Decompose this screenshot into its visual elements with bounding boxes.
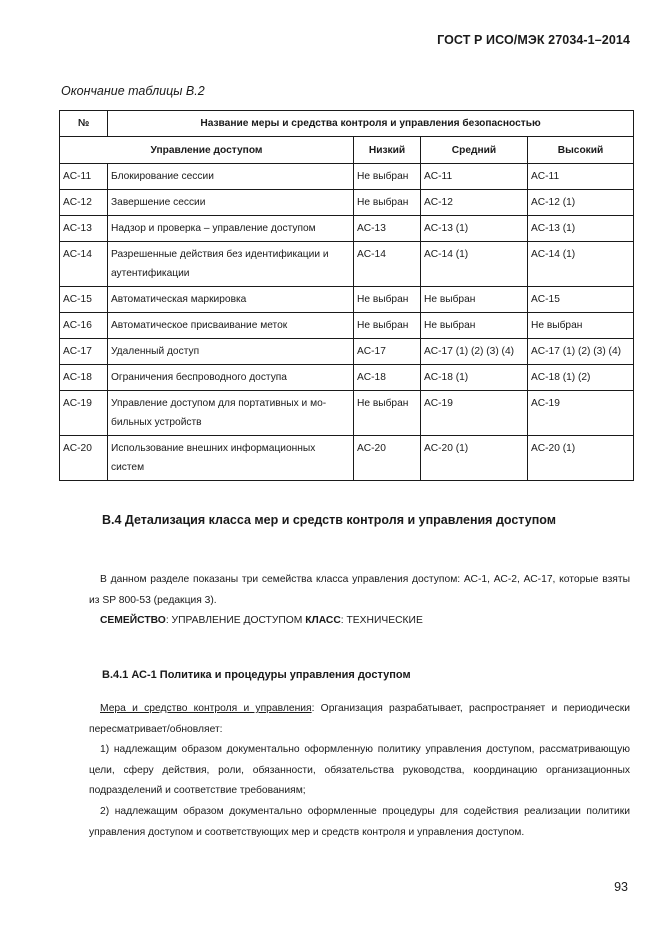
table-row [60,287,634,313]
cell-mid: AC-19 [421,391,528,436]
list-item-text: 1) надлежащим образом документально оформленную политику управления доступом, рассматривающую цели, сферу действия, роли, обязанности, обязательства руководства, координацию организационных подразделений и соответствие требованиям; [89,744,630,796]
table-row [60,190,634,216]
cell-high: AC-12 (1) [528,190,634,216]
cell-high: AC-20 (1) [528,436,634,481]
controls-table [59,110,634,481]
section-intro [89,570,630,611]
cell-mid: AC-11 [421,164,528,190]
cell-low: AC-20 [354,436,421,481]
col-low-header: Низкий [354,137,421,164]
table-caption: Окончание таблицы В.2 [61,84,205,98]
cell-high: AC-14 (1) [528,242,634,287]
cell-high: AC-11 [528,164,634,190]
cell-low: AC-14 [354,242,421,287]
cell-high: AC-15 [528,287,634,313]
table-subheader-row [60,137,634,164]
family-class-line [89,611,630,632]
cell-name: Завершение сессии [108,190,354,216]
table-row [60,313,634,339]
subsection-title: В.4.1 АС-1 Политика и процедуры управления доступом [102,669,411,681]
cell-id: AC-19 [60,391,108,436]
cell-mid: AC-14 (1) [421,242,528,287]
cell-id: AC-12 [60,190,108,216]
table-row [60,164,634,190]
cell-id: AC-14 [60,242,108,287]
cell-high: Не выбран [528,313,634,339]
cell-low: Не выбран [354,164,421,190]
cell-id: AC-11 [60,164,108,190]
list-item [89,802,630,843]
cell-mid: AC-13 (1) [421,216,528,242]
cell-name: Управление доступом для портативных и мо-бильных устройств [108,391,354,436]
cell-low: AC-13 [354,216,421,242]
cell-mid: AC-18 (1) [421,365,528,391]
table-row [60,436,634,481]
control-lead [89,699,630,740]
cell-name: Использование внешних информационных систем [108,436,354,481]
cell-name: Разрешенные действия без идентификации и аутентификации [108,242,354,287]
table-row [60,242,634,287]
family-label: СЕМЕЙСТВО [100,615,166,626]
col-mid-header: Средний [421,137,528,164]
cell-low: Не выбран [354,190,421,216]
col-high-header: Высокий [528,137,634,164]
cell-name: Надзор и проверка – управление доступом [108,216,354,242]
list-item [89,740,630,802]
cell-name: Блокирование сессии [108,164,354,190]
cell-low: AC-18 [354,365,421,391]
list-item-text: 2) надлежащим образом документально оформленные процедуры для содействия реализации политики управления доступом и соответствующих мер и средств контроля и управления доступом. [89,806,630,838]
col-number-header: № [60,111,108,137]
cell-low: Не выбран [354,313,421,339]
table-row [60,216,634,242]
cell-name: Автоматическое присваивание меток [108,313,354,339]
page-number: 93 [614,880,628,894]
control-lead-text: : Организация разрабатывает, распространяет и периодически пересматривает/обновляет: [89,703,631,735]
cell-id: AC-17 [60,339,108,365]
cell-id: AC-13 [60,216,108,242]
col-name-header: Название меры и средства контроля и управления безопасностью [108,111,634,137]
class-value: : ТЕХНИЧЕСКИЕ [340,615,423,626]
cell-low: Не выбран [354,391,421,436]
table-row [60,365,634,391]
section-intro-text: В данном разделе показаны три семейства класса управления доступом: АС-1, АС-2, АС-17, которые взяты из SP 800-53 (редакция 3). [89,574,630,606]
cell-high: AC-19 [528,391,634,436]
class-label: КЛАСС [305,615,341,626]
cell-high: AC-18 (1) (2) [528,365,634,391]
group-header: Управление доступом [60,137,354,164]
cell-mid: AC-17 (1) (2) (3) (4) [421,339,528,365]
table-row [60,339,634,365]
cell-name: Ограничения беспроводного доступа [108,365,354,391]
cell-mid: AC-20 (1) [421,436,528,481]
document-header: ГОСТ Р ИСО/МЭК 27034-1–2014 [437,33,630,47]
cell-id: AC-18 [60,365,108,391]
cell-id: AC-15 [60,287,108,313]
table-row [60,391,634,436]
cell-name: Удаленный доступ [108,339,354,365]
cell-high: AC-13 (1) [528,216,634,242]
section-title: В.4 Детализация класса мер и средств контроля и управления доступом [102,513,556,527]
cell-mid: AC-12 [421,190,528,216]
cell-id: AC-20 [60,436,108,481]
control-lead-label: Мера и средство контроля и управления [100,703,312,714]
cell-id: AC-16 [60,313,108,339]
cell-low: AC-17 [354,339,421,365]
cell-mid: Не выбран [421,313,528,339]
table-header-row [60,111,634,137]
cell-high: AC-17 (1) (2) (3) (4) [528,339,634,365]
cell-low: Не выбран [354,287,421,313]
cell-name: Автоматическая маркировка [108,287,354,313]
family-value: : УПРАВЛЕНИЕ ДОСТУПОМ [165,615,306,626]
cell-mid: Не выбран [421,287,528,313]
